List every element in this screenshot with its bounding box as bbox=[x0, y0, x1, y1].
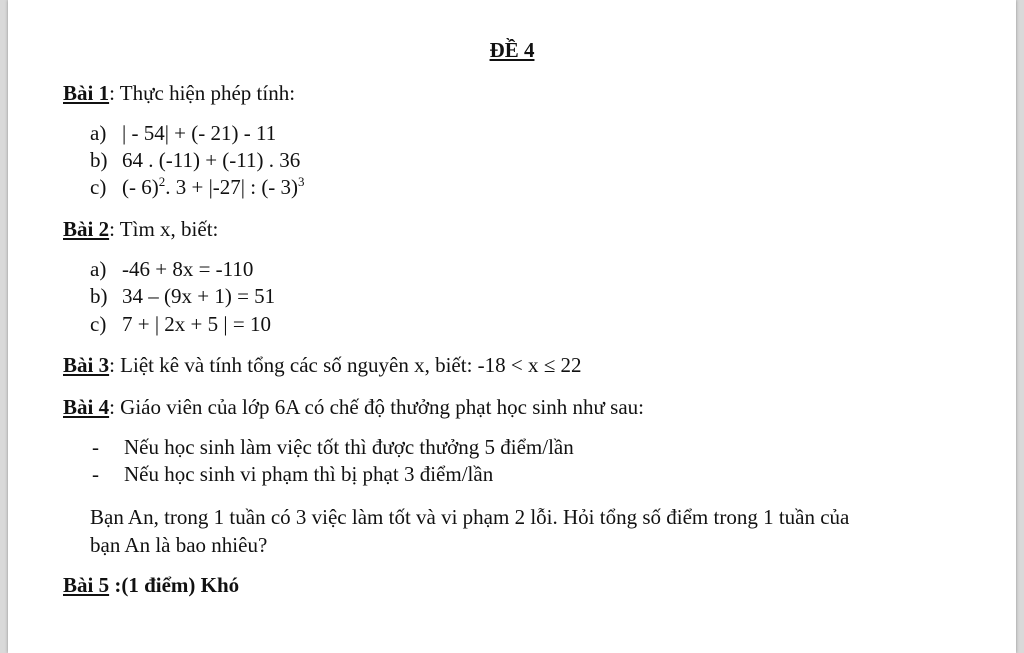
item-key: c) bbox=[90, 175, 107, 199]
bai2-heading bbox=[63, 216, 218, 242]
bai1-item-a bbox=[90, 120, 276, 146]
bai2-text: : Tìm x, biết: bbox=[109, 217, 219, 241]
bai5-label: Bài 5 bbox=[63, 573, 110, 597]
bai1-item-b bbox=[90, 147, 300, 173]
bai4-heading bbox=[63, 394, 644, 420]
bai4-paragraph-line2: bạn An là bao nhiêu? bbox=[90, 533, 268, 557]
item-expr: -46 + 8x = -110 bbox=[122, 257, 254, 281]
item-key: b) bbox=[90, 284, 108, 308]
item-expr: 34 – (9x + 1) = 51 bbox=[122, 284, 276, 308]
bai2-item-c bbox=[90, 311, 271, 337]
item-expr: 7 + | 2x + 5 | = 10 bbox=[122, 312, 271, 336]
item-key: c) bbox=[90, 312, 107, 336]
document-page bbox=[8, 0, 1016, 653]
bai4-label: Bài 4 bbox=[63, 395, 110, 419]
bai1-text: : Thực hiện phép tính: bbox=[109, 81, 296, 105]
page-title: ĐỀ 4 bbox=[489, 38, 535, 62]
bai3-label: Bài 3 bbox=[63, 353, 110, 377]
exponent: 3 bbox=[298, 174, 305, 189]
bullet-text: Nếu học sinh vi phạm thì bị phạt 3 điểm/lần bbox=[124, 462, 494, 486]
bai5-text: :(1 điểm) Khó bbox=[109, 573, 240, 597]
item-expr: (- 6) bbox=[122, 175, 159, 199]
bai3-text: : Liệt kê và tính tổng các số nguyên x, biết: -18 < x ≤ 22 bbox=[109, 353, 582, 377]
item-key: a) bbox=[90, 257, 107, 281]
bai4-paragraph-line1: Bạn An, trong 1 tuần có 3 việc làm tốt và vi phạm 2 lỗi. Hỏi tổng số điểm trong 1 tuần của bbox=[90, 505, 850, 529]
bullet-dash: - bbox=[92, 462, 99, 486]
bai2-item-a bbox=[90, 256, 253, 282]
bullet-dash: - bbox=[92, 435, 99, 459]
exponent: 2 bbox=[158, 174, 166, 189]
bai3-heading bbox=[63, 352, 582, 378]
bai4-text: : Giáo viên của lớp 6A có chế độ thưởng phạt học sinh như sau: bbox=[109, 395, 644, 419]
item-expr: 64 . (-11) + (-11) . 36 bbox=[122, 148, 301, 172]
bai4-bullet-2 bbox=[92, 461, 493, 487]
bai1-label: Bài 1 bbox=[63, 81, 110, 105]
item-key: a) bbox=[90, 121, 107, 145]
item-expr: . 3 + |-27| : (- 3) bbox=[165, 175, 299, 199]
bai1-item-c bbox=[90, 174, 305, 200]
item-key: b) bbox=[90, 148, 108, 172]
bai2-label: Bài 2 bbox=[63, 217, 110, 241]
bai5-heading bbox=[63, 572, 239, 598]
item-expr: | - 54| + (- 21) - 11 bbox=[122, 121, 277, 145]
bai2-item-b bbox=[90, 283, 275, 309]
bai1-heading bbox=[63, 80, 295, 106]
bullet-text: Nếu học sinh làm việc tốt thì được thưởng 5 điểm/lần bbox=[124, 435, 574, 459]
bai4-bullet-1 bbox=[92, 434, 574, 460]
